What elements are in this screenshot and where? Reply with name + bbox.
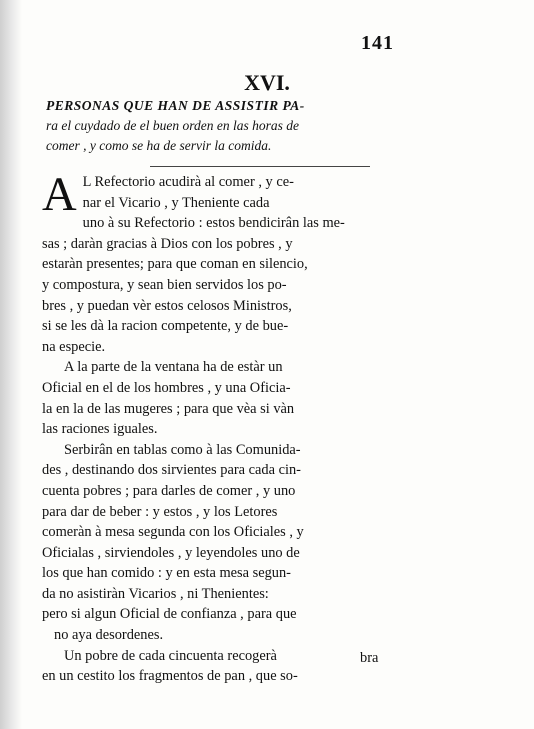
text-line: nar el Vicario , y Theniente cada [82,194,270,211]
page-number: 141 [361,32,394,54]
paragraph-1 [42,168,392,357]
page-gutter [0,0,22,729]
text-line: Un pobre de cada cincuenta recogerà [64,647,277,664]
paragraph-3 [42,440,392,646]
text-line: la en la de las mugeres ; para que vèa si vàn [42,400,295,417]
text-line: L Refectorio acudirà al comer , y ce- [82,174,294,190]
section-heading [46,96,396,156]
text-line: las raciones iguales. [42,421,158,438]
text-line: para dar de beber : y estos , y los Letores [42,503,278,520]
text-line: estaràn presentes; para que coman en silencio, [42,256,308,273]
text-line: Oficialas , sirviendoles , y leyendoles uno de [42,544,300,561]
heading-rule [150,166,370,167]
heading-line-3: comer , y como se ha de servir la comida. [46,138,272,153]
section-number: XVI. [244,70,290,95]
text-line: des , destinando dos sirvientes para cada cin- [42,462,301,479]
text-line: A la parte de la ventana ha de estàr un [64,359,283,376]
text-line: Oficial en el de los hombres , y una Oficia- [42,379,291,396]
text-line: en un cestito los fragmentos de pan , que so- [42,668,298,685]
text-line: cuenta pobres ; para darles de comer , y uno [42,482,296,499]
text-line: comeràn à mesa segunda con los Oficiales , y [42,524,304,541]
text-line: y compostura, y sean bien servidos los po- [42,276,287,293]
catchword: bra [360,650,379,666]
text-line: si se les dà la racion competente, y de bue- [42,318,289,335]
text-line: da no asistiràn Vicarios , ni Thenientes: [42,585,269,602]
drop-cap: A [42,168,77,221]
text-line: no aya desordenes. [54,627,164,644]
paragraph-4 [42,646,392,687]
heading-line-2: ra el cuydado de el buen orden en las horas de [46,118,299,133]
paragraph-2 [42,357,392,439]
heading-line-1: PERSONAS QUE HAN DE ASSISTIR PA- [46,98,305,113]
text-line: na especie. [42,338,106,355]
text-line: Serbirân en tablas como à las Comunida- [64,441,301,458]
text-line: pero si algun Oficial de confianza , para que [42,606,297,623]
text-line: uno à su Refectorio : estos bendicirân las me- [82,215,345,232]
text-line: sas ; daràn gracias à Dios con los pobres , y [42,235,293,252]
text-line: bres , y puedan vèr estos celosos Ministros, [42,297,292,314]
text-line: los que han comido : y en esta mesa segun- [42,565,291,582]
body-text [42,168,392,687]
